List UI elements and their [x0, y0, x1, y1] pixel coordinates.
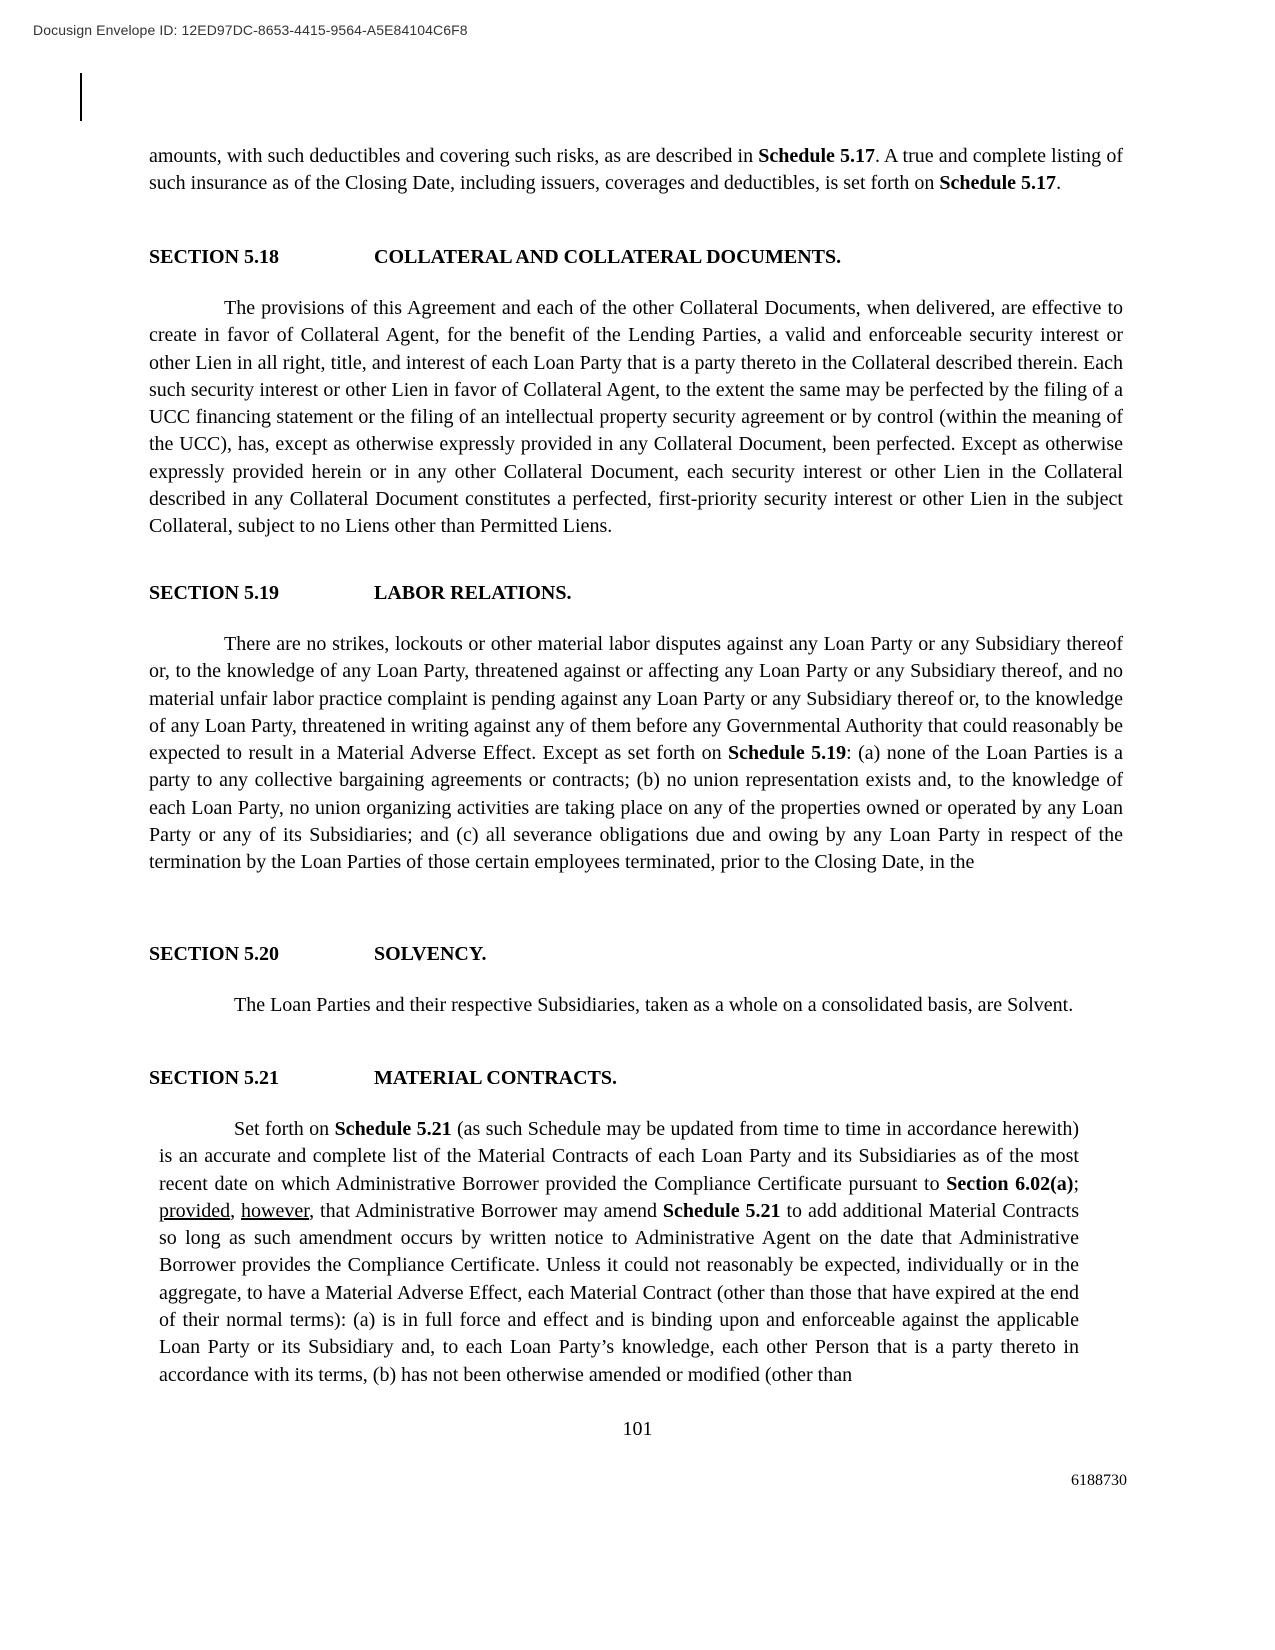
section-number: SECTION 5.20 [149, 943, 280, 965]
revision-change-bar [80, 73, 82, 121]
section-5-19-heading [149, 582, 571, 605]
section-number: SECTION 5.21 [149, 1067, 280, 1089]
section-5-21-heading [149, 1067, 617, 1090]
section-title: COLLATERAL AND COLLATERAL DOCUMENTS. [374, 246, 842, 268]
section-5-19-paragraph: There are no strikes, lockouts or other material labor disputes against any Loan Party or any Subsidiary thereof or, to the knowledge of any Loan Party, threatened against or affecting any Loan Party or any Subsidiary thereof, and no material unfair labor practice complaint is pending against any Loan Party or any Subsidiary thereof or, to the knowledge of any Loan Party, threatened in writing against any of them before any Governmental Authority that could reasonably be expected to result in a Material Adverse Effect. Except as set forth on Schedule 5.19: (a) none of the Loan Parties is a party to any collective bargaining agreements or contracts; (b) no union representation exists and, to the knowledge of each Loan Party, no union organizing activities are taking place on any of the properties owned or operated by any Loan Party or any of its Subsidiaries; and (c) all severance obligations due and owing by any Loan Party in respect of the termination by the Loan Parties of those certain employees terminated, prior to the Closing Date, in the [149, 633, 1123, 874]
section-5-20-paragraph: The Loan Parties and their respective Subsidiaries, taken as a whole on a consolidated basis, are Solvent. [234, 994, 1074, 1016]
section-number: SECTION 5.18 [149, 246, 280, 268]
section-5-21-paragraph: Set forth on Schedule 5.21 (as such Schedule may be updated from time to time in accordance herewith) is an accurate and complete list of the Material Contracts of each Loan Party and its Subsidiaries as of the most recent date on which Administrative Borrower provided the Compliance Certificate pursuant to Section 6.02(a); provided, however, that Administrative Borrower may amend Schedule 5.21 to add additional Material Contracts so long as such amendment occurs by written notice to Administrative Agent on the date that Administrative Borrower provides the Compliance Certificate. Unless it could not reasonably be expected, individually or in the aggregate, to have a Material Adverse Effect, each Material Contract (other than those that have expired at the end of their normal terms): (a) is in full force and effect and is binding upon and enforceable against the applicable Loan Party or its Subsidiary and, to each Loan Party’s knowledge, each other Person that is a party thereto in accordance with its terms, (b) has not been otherwise amended or modified (other than [159, 1118, 1080, 1386]
section-5-20-heading [149, 943, 486, 966]
section-5-18-heading [149, 246, 841, 269]
section-title: SOLVENCY. [374, 943, 487, 965]
section-5-18-paragraph: The provisions of this Agreement and each of the other Collateral Documents, when delivered, are effective to create in favor of Collateral Agent, for the benefit of the Lending Parties, a valid and enforceable security interest or other Lien in all right, title, and interest of each Loan Party that is a party thereto in the Collateral described therein. Each such security interest or other Lien in favor of Collateral Agent, to the extent the same may be perfected by the filing of a UCC financing statement or the filing of an intellectual property security agreement or by control (within the meaning of the UCC), has, except as otherwise expressly provided in any Collateral Document, been perfected. Except as otherwise expressly provided herein or in any other Collateral Document, each security interest or other Lien in the Collateral described in any Collateral Document constitutes a perfected, first-priority security interest or other Lien in the subject Collateral, subject to no Liens other than Permitted Liens. [149, 297, 1123, 538]
page-number: 101 [622, 1418, 653, 1440]
section-title: MATERIAL CONTRACTS. [374, 1067, 617, 1089]
intro-paragraph: amounts, with such deductibles and covering such risks, as are described in Schedule 5.17. A true and complete listing of such insurance as of the Closing Date, including issuers, coverages and deductibles, is set forth on Schedule 5.17. [149, 145, 1123, 195]
docusign-envelope-id: Docusign Envelope ID: 12ED97DC-8653-4415-9564-A5E84104C6F8 [33, 22, 468, 38]
section-title: LABOR RELATIONS. [374, 582, 572, 604]
section-number: SECTION 5.19 [149, 582, 280, 604]
document-number: 6188730 [1071, 1472, 1127, 1489]
